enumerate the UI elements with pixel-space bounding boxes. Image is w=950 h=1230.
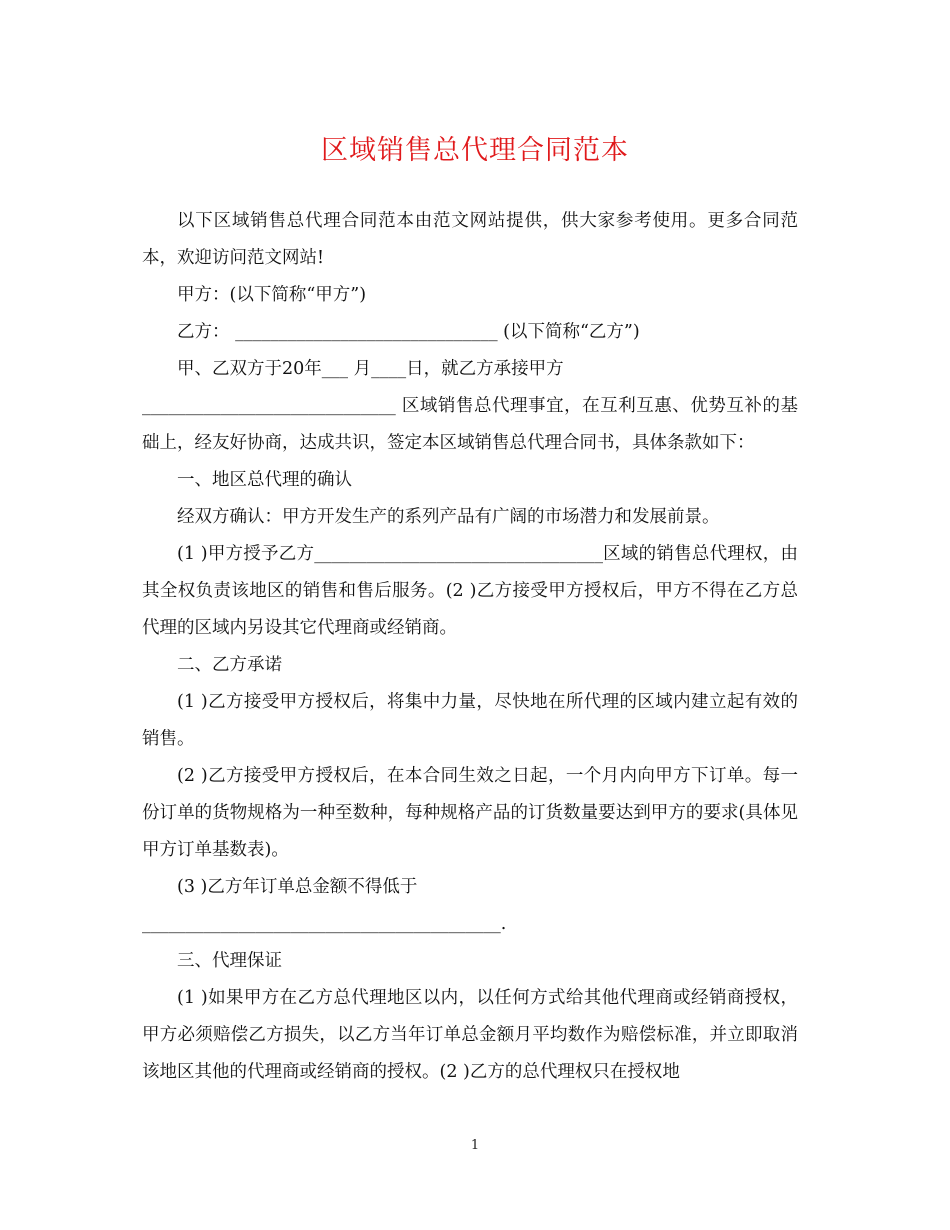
document-title: 区域销售总代理合同范本 [321,135,629,166]
section-3-clauses: (1 )如果甲方在乙方总代理地区以内，以任何方式给其他代理商或经销商授权，甲方必须赔偿乙方损失，以乙方当年订单总金额月平均数作为赔偿标准，并立即取消该地区其他的代理商或经销商的授权。(2 )乙方的总代理权只在授权地 [142,988,798,1082]
document-body [142,203,798,1091]
intro-paragraph: 以下区域销售总代理合同范本由范文网站提供，供大家参考使用。更多合同范本，欢迎访问范文网站! [142,211,798,268]
section-2-clause-3: (3 )乙方年订单总金额不得低于 [177,877,418,897]
section-heading-2: 二、乙方承诺 [177,655,282,675]
section-1-paragraph: 经双方确认：甲方开发生产的系列产品有广阔的市场潜力和发展前景。 [177,507,720,527]
section-2-clause-2: (2 )乙方接受甲方授权后，在本合同生效之日起，一个月内向甲方下订单。每一份订单的货物规格为一种至数种，每种规格产品的订货数量要达到甲方的要求(具体见甲方订单基数表)。 [142,766,798,860]
agreement-purpose-paragraph: _____________________________ 区域销售总代理事宜，在互利互惠、优势互补的基础上，经友好协商，达成共识，签定本区域销售总代理合同书，具体条款如下： [142,396,798,453]
party-b-line: 乙方： ______________________________ (以下简称“乙方”) [177,322,640,342]
agreement-date-line: 甲、乙双方于20年___ 月____日，就乙方承接甲方 [177,359,564,379]
section-heading-1: 一、地区总代理的确认 [177,470,352,490]
party-a-line: 甲方：(以下简称“甲方”) [177,285,367,305]
section-heading-3: 三、代理保证 [177,951,282,971]
amount-blank-line: _________________________________________. [142,914,507,934]
section-2-clause-1: (1 )乙方接受甲方授权后，将集中力量，尽快地在所代理的区域内建立起有效的销售。 [142,692,798,749]
page-number: 1 [470,1138,480,1153]
section-1-clauses: (1 )甲方授予乙方_________________________________区域的销售总代理权，由其全权负责该地区的销售和售后服务。(2 )乙方接受甲方授权后，甲方不得在乙方总代理的区域内另设其它代理商或经销商。 [142,544,798,638]
